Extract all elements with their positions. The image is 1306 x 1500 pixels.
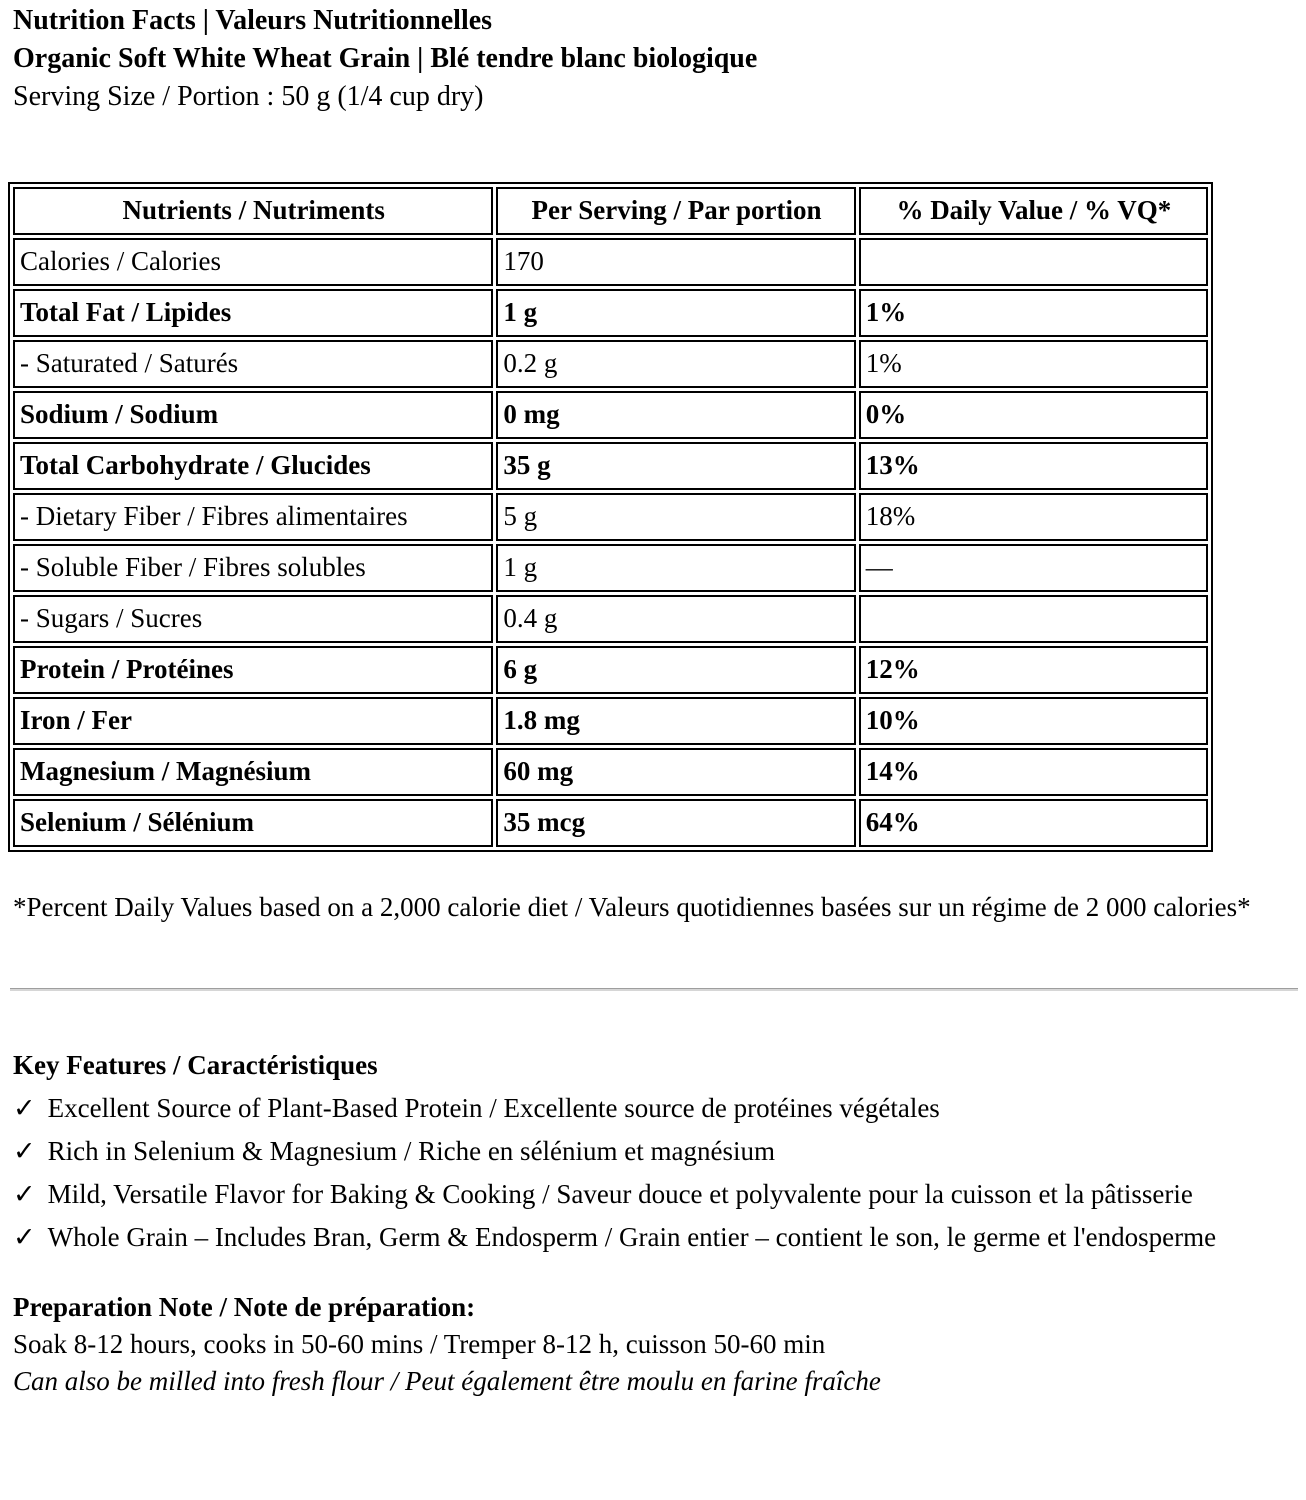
daily-value-cell: 10% bbox=[859, 697, 1208, 745]
nutrient-cell: Calories / Calories bbox=[13, 238, 493, 286]
per-serving-cell: 1 g bbox=[496, 544, 855, 592]
daily-value-cell: 1% bbox=[859, 340, 1208, 388]
feature-item-text: Mild, Versatile Flavor for Baking & Cooking / Saveur douce et polyvalente pour la cuisson et la pâtisserie bbox=[47, 1179, 1193, 1209]
nutrition-table bbox=[8, 182, 1213, 852]
section-divider bbox=[10, 988, 1298, 991]
feature-item-text: Rich in Selenium & Magnesium / Riche en sélénium et magnésium bbox=[47, 1136, 776, 1166]
nutrient-cell: - Soluble Fiber / Fibres solubles bbox=[13, 544, 493, 592]
preparation-soak-note: Soak 8-12 hours, cooks in 50-60 mins / Tremper 8-12 h, cuisson 50-60 min bbox=[13, 1329, 826, 1359]
nutrient-cell: - Saturated / Saturés bbox=[13, 340, 493, 388]
table-row-dietary-fiber bbox=[13, 493, 1208, 541]
key-features-heading: Key Features / Caractéristiques bbox=[13, 1050, 378, 1080]
checkmark-icon: ✓ bbox=[13, 1179, 36, 1209]
preparation-heading: Preparation Note / Note de préparation: bbox=[13, 1292, 476, 1322]
nutrient-cell: Iron / Fer bbox=[13, 697, 493, 745]
daily-value-cell: 0% bbox=[859, 391, 1208, 439]
table-header-row bbox=[13, 187, 1208, 235]
checkmark-icon: ✓ bbox=[13, 1136, 36, 1166]
table-row-selenium bbox=[13, 799, 1208, 847]
per-serving-cell: 0.2 g bbox=[496, 340, 855, 388]
feature-item-text: Whole Grain – Includes Bran, Germ & Endosperm / Grain entier – contient le son, le germe et l'endosperme bbox=[47, 1222, 1217, 1252]
table-row-sugars bbox=[13, 595, 1208, 643]
per-serving-cell: 35 g bbox=[496, 442, 855, 490]
column-header-per-serving: Per Serving / Par portion bbox=[496, 187, 855, 235]
feature-item-text: Excellent Source of Plant-Based Protein / Excellente source de protéines végétales bbox=[47, 1093, 940, 1123]
per-serving-cell: 0 mg bbox=[496, 391, 855, 439]
nutrient-cell: Selenium / Sélénium bbox=[13, 799, 493, 847]
nutrient-cell: - Dietary Fiber / Fibres alimentaires bbox=[13, 493, 493, 541]
serving-size: Serving Size / Portion : 50 g (1/4 cup dry) bbox=[13, 81, 484, 112]
nutrient-cell: Total Carbohydrate / Glucides bbox=[13, 442, 493, 490]
table-row-protein bbox=[13, 646, 1208, 694]
product-subtitle: Organic Soft White Wheat Grain | Blé tendre blanc biologique bbox=[13, 43, 758, 74]
per-serving-cell: 35 mcg bbox=[496, 799, 855, 847]
table-row-soluble-fiber bbox=[13, 544, 1208, 592]
table-row-calories bbox=[13, 238, 1208, 286]
per-serving-cell: 5 g bbox=[496, 493, 855, 541]
per-serving-cell: 0.4 g bbox=[496, 595, 855, 643]
table-row-carbohydrate bbox=[13, 442, 1208, 490]
column-header-daily-value: % Daily Value / % VQ* bbox=[859, 187, 1208, 235]
daily-value-cell: 14% bbox=[859, 748, 1208, 796]
daily-value-cell: 12% bbox=[859, 646, 1208, 694]
per-serving-cell: 170 bbox=[496, 238, 855, 286]
nutrient-cell: Total Fat / Lipides bbox=[13, 289, 493, 337]
feature-item-minerals bbox=[13, 1130, 1294, 1173]
per-serving-cell: 1 g bbox=[496, 289, 855, 337]
table-row-magnesium bbox=[13, 748, 1208, 796]
table-row-total-fat bbox=[13, 289, 1208, 337]
feature-item-whole-grain bbox=[13, 1216, 1294, 1259]
daily-value-cell: 18% bbox=[859, 493, 1208, 541]
nutrient-cell: Protein / Protéines bbox=[13, 646, 493, 694]
feature-item-protein bbox=[13, 1087, 1294, 1130]
daily-value-cell: 13% bbox=[859, 442, 1208, 490]
per-serving-cell: 60 mg bbox=[496, 748, 855, 796]
daily-value-cell: 64% bbox=[859, 799, 1208, 847]
per-serving-cell: 6 g bbox=[496, 646, 855, 694]
nutrient-cell: Sodium / Sodium bbox=[13, 391, 493, 439]
daily-value-cell: — bbox=[859, 544, 1208, 592]
per-serving-cell: 1.8 mg bbox=[496, 697, 855, 745]
daily-value-cell: 1% bbox=[859, 289, 1208, 337]
preparation-milling-note: Can also be milled into fresh flour / Peut également être moulu en farine fraîche bbox=[13, 1366, 881, 1396]
checkmark-icon: ✓ bbox=[13, 1093, 36, 1123]
daily-values-footnote: *Percent Daily Values based on a 2,000 calorie diet / Valeurs quotidiennes basées sur un régime de 2 000 calories* bbox=[13, 892, 1251, 922]
nutrient-cell: - Sugars / Sucres bbox=[13, 595, 493, 643]
daily-value-cell bbox=[859, 238, 1208, 286]
page-title: Nutrition Facts | Valeurs Nutritionnelles bbox=[13, 5, 493, 36]
checkmark-icon: ✓ bbox=[13, 1222, 36, 1252]
nutrient-cell: Magnesium / Magnésium bbox=[13, 748, 493, 796]
table-row-iron bbox=[13, 697, 1208, 745]
key-features-section bbox=[13, 1044, 1294, 1259]
table-row-saturated bbox=[13, 340, 1208, 388]
daily-value-cell bbox=[859, 595, 1208, 643]
preparation-section bbox=[13, 1289, 1294, 1400]
column-header-nutrients: Nutrients / Nutriments bbox=[13, 187, 493, 235]
feature-item-flavor bbox=[13, 1173, 1294, 1216]
table-row-sodium bbox=[13, 391, 1208, 439]
